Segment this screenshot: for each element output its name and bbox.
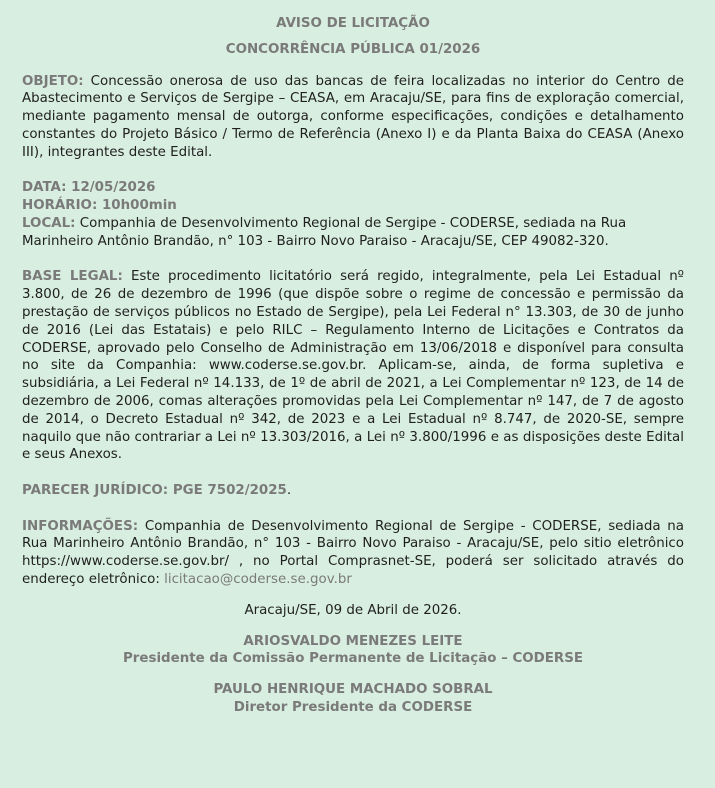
local-paragraph <box>22 215 684 251</box>
objeto-paragraph <box>22 73 684 162</box>
notice-title: AVISO DE LICITAÇÃO <box>276 16 430 31</box>
informacoes-paragraph <box>22 518 684 589</box>
informacoes-label: INFORMAÇÕES: <box>22 518 139 534</box>
base-legal-label: BASE LEGAL: <box>22 269 123 285</box>
objeto-text: Concessão onerosa de uso das bancas de feira localizadas no interior do Centro de Abastecimento e Serviços de Sergipe – CEASA, em Aracaju/SE, para fins de exploração comercial, mediante pagamento mensal de outorga, conforme especificações, condições e detalhamento constantes do Projeto Básico / Termo de Referência (Anexo I) e da Planta Baixa do CEASA (Anexo III), integrantes deste Edital. <box>22 73 684 160</box>
base-legal-text: Este procedimento licitatório será regido, integralmente, pela Lei Estadual nº 3.800, de 26 de dezembro de 1996 (que dispõe sobre o regime de concessão e permissão da prestação de serviços públicos no Estado de Sergipe), pela Lei Federal n° 13.303, de 30 de junho de 2016 (Lei das Estatais) e pelo RILC – Regulamento Interno de Licitações e Contratos da CODERSE, aprovado pelo Conselho de Administração em 13/06/2018 e disponível para consulta no site da Companhia: www.coderse.se.gov.br. Aplicam-se, ainda, de forma supletiva e subsidiária, a Lei Federal nº 14.133, de 1º de abril de 2021, a Lei Complementar nº 123, de 14 de dezembro de 2006, comas alterações promovidas pela Lei Complementar nº 147, de 7 de agosto de 2014, o Decreto Estadual nº 342, de 2023 e a Lei Estadual nº 8.747, de 2020-SE, sempre naquilo que não contrariar a Lei nº 13.303/2016, a Lei nº 3.800/1996 e as disposições deste Edital e seus Anexos. <box>22 269 684 463</box>
parecer-label: PARECER JURÍDICO: PGE 7502/2025 <box>22 482 287 498</box>
informacoes-text: Companhia de Desenvolvimento Regional de Sergipe - CODERSE, sediada na Rua Marinheiro Antônio Brandão, n° 103 - Bairro Novo Paraiso - Aracaju/SE, pelo sitio eletrônico https://www.coderse.se.gov.br/ , no Portal Comprasnet-SE, poderá ser solicitado através do endereço eletrônico: <box>22 518 684 587</box>
signatory-name: PAULO HENRIQUE MACHADO SOBRAL <box>213 682 493 698</box>
signatory-role: Presidente da Comissão Permanente de Licitação – CODERSE <box>122 651 584 667</box>
base-legal-paragraph <box>22 268 684 464</box>
signature-block-2 <box>22 681 684 717</box>
place-date: Aracaju/SE, 09 de Abril de 2026. <box>244 602 462 618</box>
horario-line: HORÁRIO: 10h00min <box>22 198 177 214</box>
objeto-label: OBJETO: <box>22 73 84 89</box>
notice-subtitle: CONCORRÊNCIA PÚBLICA 01/2026 <box>225 41 481 57</box>
parecer-suffix: . <box>286 482 292 498</box>
signature-block-1 <box>22 633 684 669</box>
signatory-name: ARIOSVALDO MENEZES LEITE <box>243 633 463 649</box>
local-label: LOCAL: <box>22 215 76 231</box>
contact-email-link[interactable]: licitacao@coderse.se.gov.br <box>164 571 352 587</box>
local-text: Companhia de Desenvolvimento Regional de Sergipe - CODERSE, sediada na Rua Marinheiro Antônio Brandão, n° 103 - Bairro Novo Paraiso - Aracaju/SE, CEP 49082-320. <box>22 215 627 249</box>
data-line: DATA: 12/05/2026 <box>22 180 156 196</box>
parecer-paragraph <box>22 482 684 500</box>
signatory-role: Diretor Presidente da CODERSE <box>233 699 473 715</box>
